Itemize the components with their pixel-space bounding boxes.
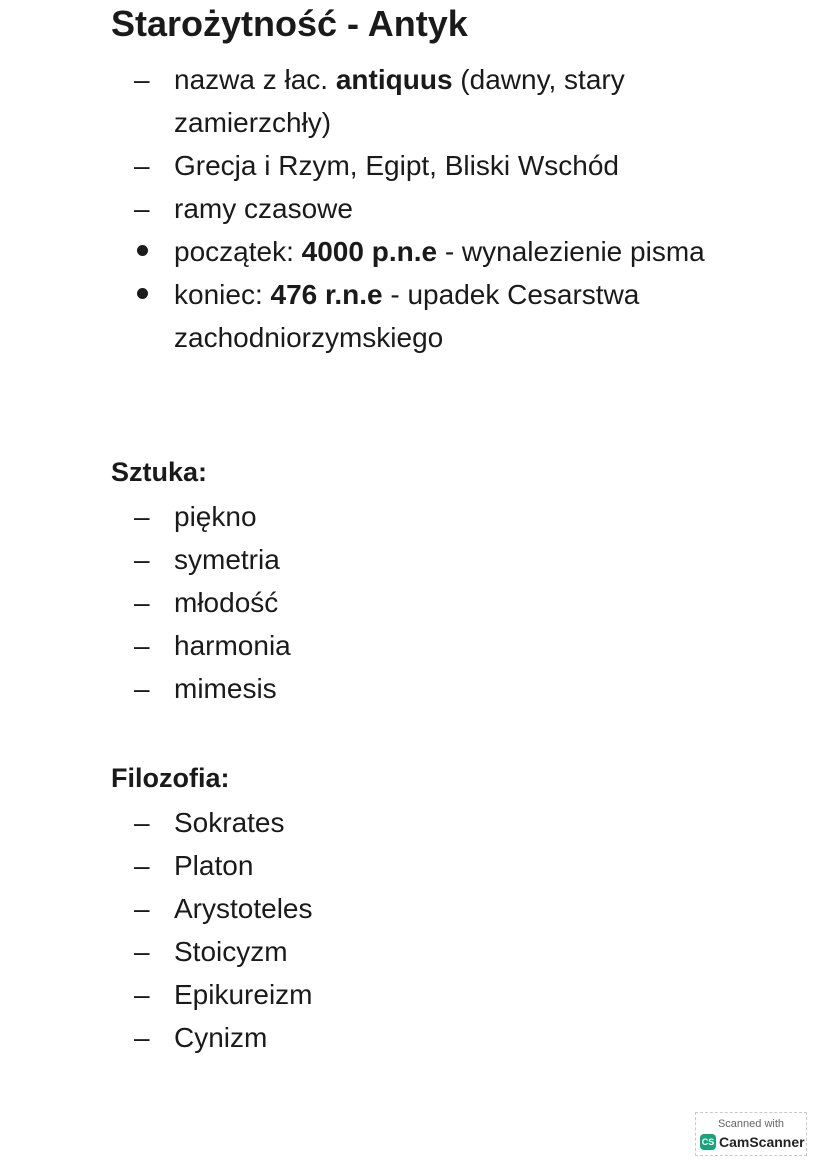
bullet-dash-icon: –	[134, 1022, 150, 1053]
bold-text: 476 r.n.e	[270, 279, 383, 310]
filozofia-list	[0, 801, 828, 1059]
bullet-dash-icon: –	[134, 807, 150, 838]
item-text: (dawny, stary zamierzchły)	[174, 64, 625, 138]
item-text: Arystoteles	[174, 893, 313, 924]
list-item	[0, 230, 714, 273]
item-text: ramy czasowe	[174, 193, 353, 224]
item-text: piękno	[174, 501, 257, 532]
page-title: Starożytność - Antyk	[111, 3, 468, 44]
item-text: koniec:	[174, 279, 271, 310]
bullet-dash-icon: –	[134, 979, 150, 1010]
item-text: mimesis	[174, 673, 277, 704]
list-item	[0, 667, 714, 710]
item-text: początek:	[174, 236, 302, 267]
bullet-dash-icon: –	[134, 501, 150, 532]
bullet-dash-icon: –	[134, 673, 150, 704]
intro-list	[0, 58, 828, 359]
bullet-dash-icon: –	[134, 150, 150, 181]
bullet-dash-icon: –	[134, 850, 150, 881]
filozofia-heading: Filozofia:	[111, 763, 230, 793]
list-item	[0, 973, 714, 1016]
item-text: Cynizm	[174, 1022, 268, 1053]
bold-text: 4000 p.n.e	[301, 236, 438, 267]
list-item	[0, 58, 714, 144]
list-item	[0, 581, 714, 624]
bullet-dash-icon: –	[134, 587, 150, 618]
item-text: Stoicyzm	[174, 936, 288, 967]
bullet-dot-icon	[134, 230, 158, 273]
list-item	[0, 624, 714, 667]
list-item	[0, 801, 714, 844]
item-text: symetria	[174, 544, 280, 575]
item-text: Platon	[174, 850, 254, 881]
item-text: Epikureizm	[174, 979, 313, 1010]
bold-text: antiquus	[335, 64, 453, 95]
list-item	[0, 844, 714, 887]
sztuka-heading: Sztuka:	[111, 457, 208, 487]
list-item	[0, 930, 714, 973]
item-text: Grecja i Rzym, Egipt, Bliski Wschód	[174, 150, 619, 181]
sztuka-list	[0, 495, 828, 710]
bullet-dash-icon: –	[134, 936, 150, 967]
camscanner-logo-icon: CS	[700, 1134, 716, 1150]
item-text: nazwa z łac.	[174, 64, 336, 95]
bullet-dot-icon	[134, 273, 158, 316]
bullet-dash-icon: –	[134, 64, 150, 95]
list-item	[0, 1016, 714, 1059]
list-item	[0, 144, 714, 187]
item-text: młodość	[174, 587, 279, 618]
list-item	[0, 495, 714, 538]
list-item	[0, 887, 714, 930]
bullet-dash-icon: –	[134, 893, 150, 924]
bullet-dash-icon: –	[134, 544, 150, 575]
watermark-caption: Scanned with	[717, 1118, 785, 1130]
camscanner-watermark	[695, 1112, 807, 1156]
item-text: Sokrates	[174, 807, 285, 838]
item-text: harmonia	[174, 630, 291, 661]
list-item	[0, 538, 714, 581]
list-item	[0, 273, 714, 359]
bullet-dash-icon: –	[134, 193, 150, 224]
list-item	[0, 187, 714, 230]
bullet-dash-icon: –	[134, 630, 150, 661]
item-text: - wynalezienie pisma	[437, 236, 705, 267]
watermark-brand: CamScanner	[719, 1134, 805, 1150]
item-text: - upadek Cesarstwa zachodniorzymskiego	[174, 279, 640, 353]
